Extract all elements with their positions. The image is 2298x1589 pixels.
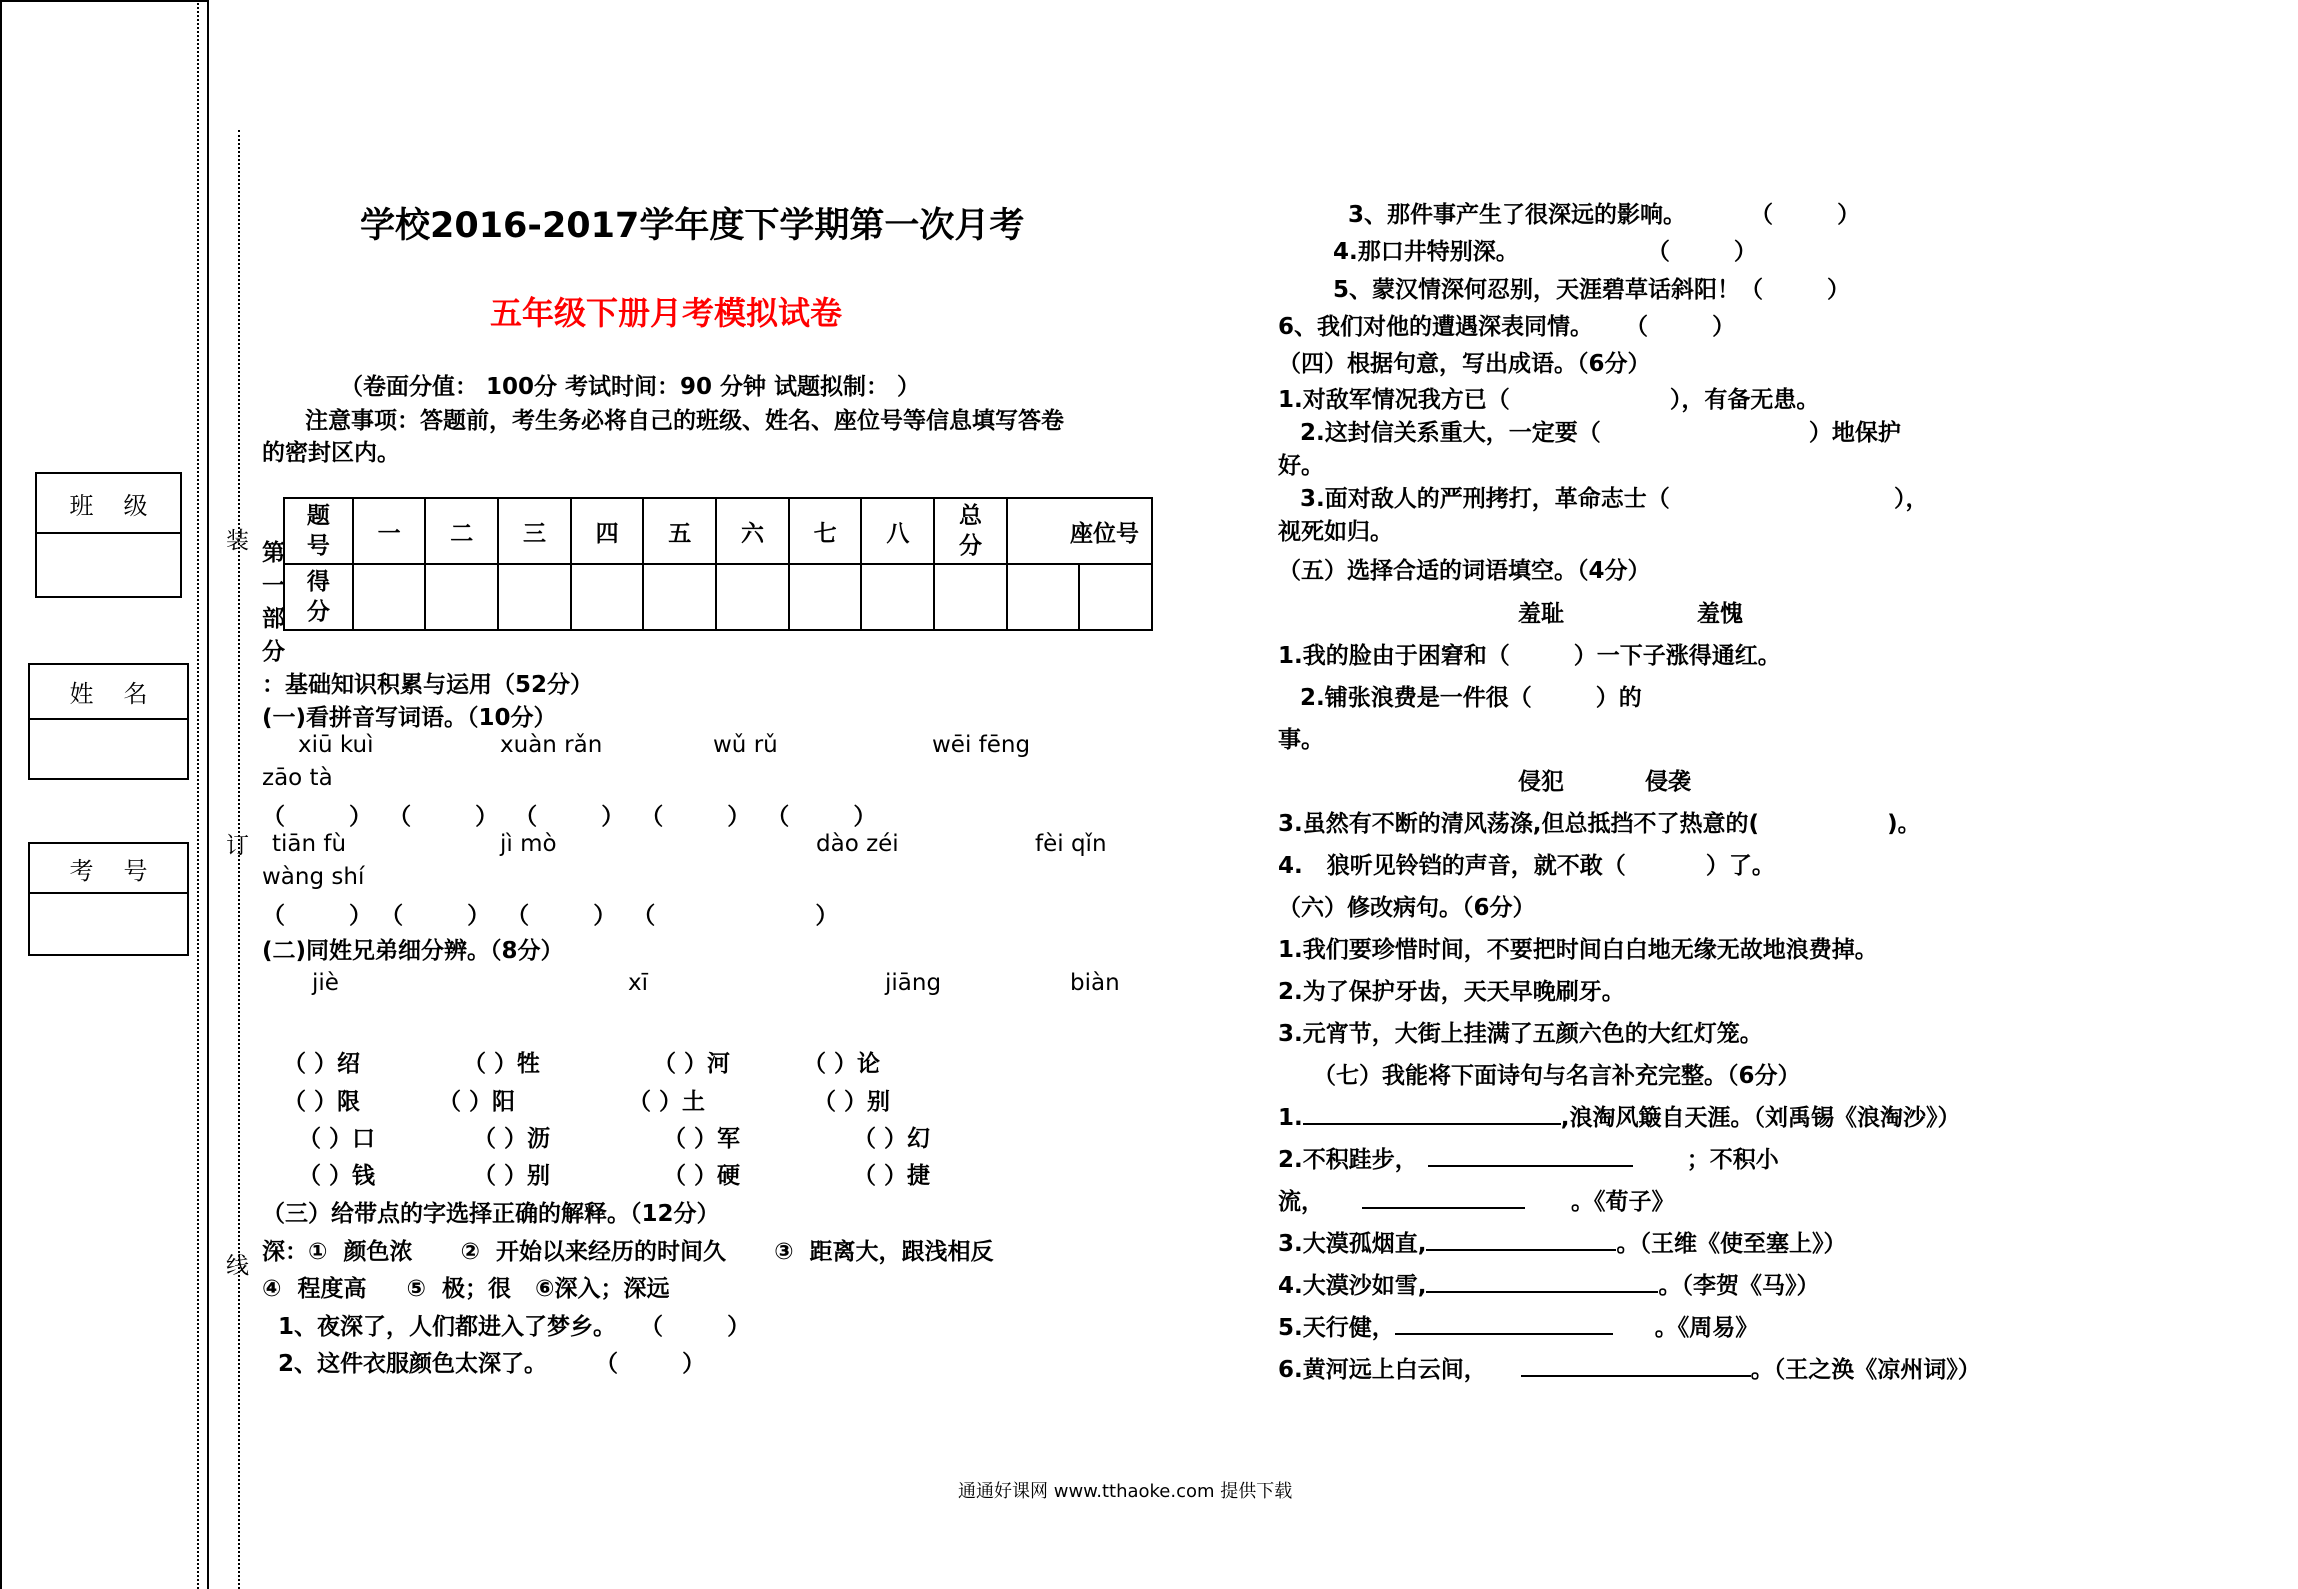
answer-line[interactable] (1303, 1105, 1561, 1125)
section-title: （六）修改病句。（6分） (1278, 895, 1536, 921)
section-title: （七）我能将下面诗句与名言补充完整。（6分） (1313, 1063, 1801, 1089)
binding-char: 订 (226, 833, 249, 859)
list-item[interactable]: （ ）沥 (473, 1126, 551, 1152)
list-item[interactable]: （ ）幻 (853, 1126, 931, 1152)
table-header: 二 (425, 498, 498, 564)
poem-line: 2.不积跬步， ；不积小 (1278, 1147, 1779, 1173)
word-choice: 羞耻 (1518, 601, 1564, 627)
score-cell[interactable] (571, 564, 644, 630)
table-header: 五 (643, 498, 716, 564)
list-item[interactable]: （ ）牲 (463, 1051, 541, 1077)
poem-line: 4.大漠沙如雪, 。（李贺《马》） (1278, 1273, 1820, 1299)
part-label: 分 (262, 639, 285, 665)
table-header: 三 (498, 498, 571, 564)
question-item: 事。 (1278, 727, 1324, 753)
word-choice: 侵袭 (1645, 769, 1691, 795)
word-choice: 羞愧 (1697, 601, 1743, 627)
name-label: 姓名 (30, 665, 187, 720)
section-title: (二)同姓兄弟细分辨。（8分） (262, 938, 564, 964)
list-item[interactable]: （ ）捷 (853, 1163, 931, 1189)
pinyin: wàng shí (262, 864, 365, 890)
part-label: 一 (262, 573, 285, 599)
page-title: 学校2016-2017学年度下学期第一次月考 (360, 206, 1025, 246)
answer-blanks[interactable]: （ ） （ ） （ ） （ ） (262, 903, 839, 929)
pinyin: fèi qǐn (1035, 831, 1107, 857)
question-item: 视死如归。 (1278, 519, 1393, 545)
answer-line[interactable] (1426, 1273, 1658, 1293)
list-item[interactable]: （ ）口 (298, 1126, 376, 1152)
page-subtitle: 五年级下册月考模拟试卷 (490, 294, 843, 332)
list-item[interactable]: （ ）阳 (438, 1089, 516, 1115)
table-header: 得 分 (284, 564, 353, 630)
footer-text: 通通好课网 www.tthaoke.com 提供下载 (958, 1481, 1293, 1502)
list-item[interactable]: （ ）河 (653, 1051, 731, 1077)
seat-cell[interactable] (1079, 564, 1152, 630)
poem-line: 5.天行健， 。《周易》 (1278, 1315, 1759, 1341)
question-item[interactable]: 1、夜深了，人们都进入了梦乡。 （ ） (278, 1314, 751, 1340)
question-item[interactable]: 1.我们要珍惜时间，不要把时间白白地无缘无故地浪费掉。 (1278, 937, 1878, 963)
score-cell[interactable] (353, 564, 426, 630)
pinyin: wǔ rǔ (713, 732, 778, 758)
pinyin: tiān fù (272, 831, 347, 857)
poem-line: 流， 。《荀子》 (1278, 1189, 1675, 1215)
class-box (35, 472, 182, 598)
question-item[interactable]: 5、蒙汉情深何忍别，天涯碧草话斜阳！（ ） (1333, 277, 1851, 303)
section-title: （四）根据句意，写出成语。（6分） (1278, 351, 1651, 377)
question-item: 好。 (1278, 453, 1324, 479)
margin-border (0, 0, 2, 1589)
pinyin: wēi fēng (932, 732, 1031, 758)
table-header: 四 (571, 498, 644, 564)
score-cell[interactable] (934, 564, 1007, 630)
table-header: 七 (789, 498, 862, 564)
question-item[interactable]: 6、我们对他的遭遇深表同情。 （ ） (1278, 314, 1736, 340)
pinyin: jì mò (500, 831, 557, 857)
class-label: 班级 (37, 474, 180, 534)
score-cell[interactable] (861, 564, 934, 630)
part-label: 部 (262, 606, 285, 632)
question-item[interactable]: 3.元宵节，大街上挂满了五颜六色的大红灯笼。 (1278, 1021, 1763, 1047)
poem-line: 6.黄河远上白云间， 。（王之涣《凉州词》） (1278, 1357, 1981, 1383)
pinyin: biàn (1070, 970, 1120, 996)
pinyin: xiū kuì (298, 732, 374, 758)
table-header: 总 分 (934, 498, 1007, 564)
question-item[interactable]: 1.对敌军情况我方已（ ），有备无患。 (1278, 387, 1820, 413)
pinyin: jiè (312, 970, 339, 996)
word-choice: 侵犯 (1518, 769, 1564, 795)
list-item[interactable]: （ ）军 (663, 1126, 741, 1152)
pinyin: dào zéi (816, 831, 899, 857)
score-cell[interactable] (425, 564, 498, 630)
table-header: 八 (861, 498, 934, 564)
list-item[interactable]: （ ）别 (473, 1163, 551, 1189)
pinyin: xuàn rǎn (500, 732, 603, 758)
section-title: (一)看拼音写词语。（10分） (262, 705, 557, 731)
question-item[interactable]: 2.铺张浪费是一件很（ ）的 (1300, 685, 1642, 711)
binding-char: 装 (226, 528, 249, 554)
part-label: 第 (262, 540, 285, 566)
binding-char: 线 (226, 1253, 249, 1279)
notice: 注意事项：答题前，考生务必将自己的班级、姓名、座位号等信息填写答卷 (305, 408, 1064, 434)
score-cell[interactable] (643, 564, 716, 630)
binding-dotted-line (197, 0, 199, 1589)
table-header: 六 (716, 498, 789, 564)
poem-line: 3.大漠孤烟直, 。（王维《使至塞上》） (1278, 1231, 1847, 1257)
question-item[interactable]: 2.这封信关系重大，一定要（ ）地保护 (1300, 420, 1901, 446)
options: ④ 程度高 ⑤ 极；很 ⑥深入；深远 (262, 1276, 670, 1302)
score-cell[interactable] (716, 564, 789, 630)
pinyin: jiāng (885, 970, 942, 996)
question-item[interactable]: 4. 狼听见铃铛的声音，就不敢（ ）了。 (1278, 853, 1775, 879)
part-title: ：基础知识积累与运用（52分） (262, 672, 594, 698)
list-item[interactable]: （ ）绍 (283, 1051, 361, 1077)
answer-blanks[interactable]: （ ） （ ） （ ） （ ） （ ） (262, 804, 877, 830)
name-box (28, 663, 189, 780)
question-item[interactable]: 1.我的脸由于困窘和（ ）一下子涨得通红。 (1278, 643, 1781, 669)
list-item[interactable]: （ ）别 (813, 1089, 891, 1115)
margin-border (207, 0, 209, 1589)
seat-header: 座位号 (1007, 498, 1152, 564)
score-cell[interactable] (498, 564, 571, 630)
number-box (28, 842, 189, 956)
notice: 的密封区内。 (262, 440, 400, 466)
list-item[interactable]: （ ）硬 (663, 1163, 741, 1189)
answer-line[interactable] (1521, 1357, 1751, 1377)
list-item[interactable]: （ ）论 (803, 1051, 881, 1077)
table-header: 一 (353, 498, 426, 564)
options: 深：① 颜色浓 ② 开始以来经历的时间久 ③ 距离大，跟浅相反 (262, 1239, 994, 1265)
question-item[interactable]: 3、那件事产生了很深远的影响。 （ ） (1348, 202, 1861, 228)
question-item[interactable]: 2、这件衣服颜色太深了。 （ ） (278, 1351, 706, 1377)
question-item[interactable]: 3.面对敌人的严刑拷打，革命志士（ ）， (1300, 486, 1929, 512)
number-label: 考号 (30, 844, 187, 894)
score-table (283, 497, 1153, 631)
list-item[interactable]: （ ）限 (283, 1089, 361, 1115)
section-title: （三）给带点的字选择正确的解释。（12分） (262, 1201, 720, 1227)
pinyin: zāo tà (262, 765, 333, 791)
question-item[interactable]: 2.为了保护牙齿，天天早晚刷牙。 (1278, 979, 1625, 1005)
margin-border (0, 0, 207, 2)
exam-info: （卷面分值： 100分 考试时间：90 分钟 试题拟制： ） (340, 374, 921, 400)
poem-line: 1. ,浪淘风簸自天涯。（刘禹锡《浪淘沙》） (1278, 1105, 1961, 1131)
answer-line[interactable] (1428, 1147, 1633, 1167)
pinyin: xī (628, 970, 649, 996)
list-item[interactable]: （ ）土 (628, 1089, 706, 1115)
answer-line[interactable] (1362, 1189, 1525, 1209)
seat-cell[interactable] (1007, 564, 1080, 630)
answer-line[interactable] (1426, 1231, 1616, 1251)
question-item[interactable]: 3.虽然有不断的清风荡涤,但总抵挡不了热意的( )。 (1278, 811, 1921, 837)
list-item[interactable]: （ ）钱 (298, 1163, 376, 1189)
score-cell[interactable] (789, 564, 862, 630)
section-title: （五）选择合适的词语填空。（4分） (1278, 558, 1651, 584)
table-header: 题 号 (284, 498, 353, 564)
question-item[interactable]: 4.那口井特别深。 （ ） (1333, 239, 1757, 265)
answer-line[interactable] (1395, 1315, 1613, 1335)
